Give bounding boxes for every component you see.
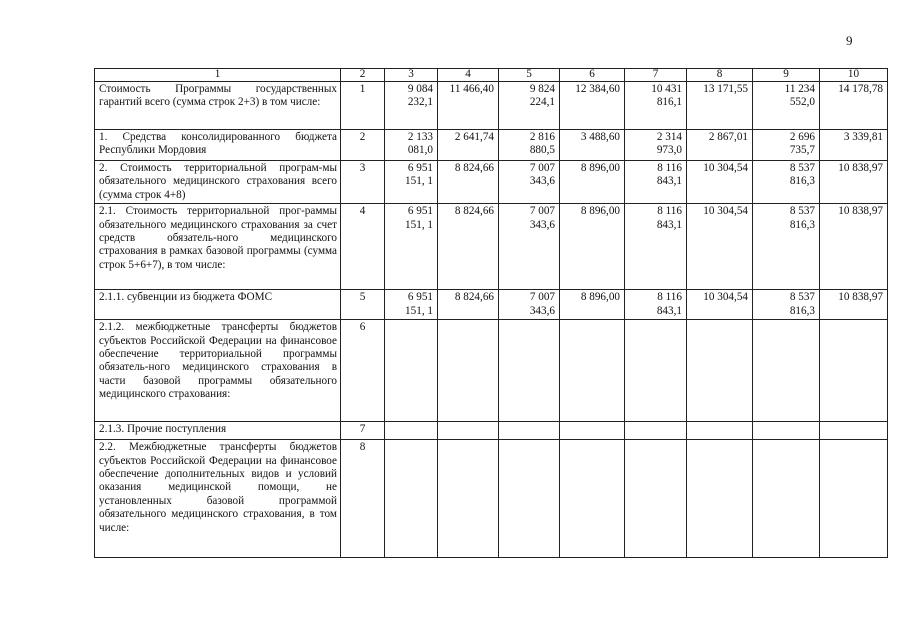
- table-cell: [625, 422, 687, 440]
- table-cell: 7 007 343,6: [499, 204, 560, 290]
- table-row: [95, 290, 888, 320]
- table-cell: 6 951 151, 1: [385, 204, 438, 290]
- row-number: 4: [341, 204, 385, 290]
- table-cell: [438, 440, 499, 558]
- table-cell: 6 951 151, 1: [385, 161, 438, 204]
- table-cell: 8 116 843,1: [625, 204, 687, 290]
- table-cell: 8 116 843,1: [625, 290, 687, 320]
- table-cell: [820, 422, 888, 440]
- table-cell: 8 824,66: [438, 161, 499, 204]
- table-cell: 10 304,54: [687, 204, 753, 290]
- table-cell: [499, 422, 560, 440]
- table-cell: [560, 440, 625, 558]
- table-cell: 9 824 224,1: [499, 82, 560, 130]
- table-cell: [499, 320, 560, 422]
- table-cell: [385, 440, 438, 558]
- table-cell: 8 537 816,3: [753, 161, 820, 204]
- table-cell: 2 816 880,5: [499, 130, 560, 161]
- table-cell: [753, 422, 820, 440]
- table-cell: 8 537 816,3: [753, 290, 820, 320]
- table-cell: [753, 320, 820, 422]
- row-number: 6: [341, 320, 385, 422]
- table-cell: [625, 320, 687, 422]
- column-header: 10: [820, 69, 888, 82]
- table-cell: 8 537 816,3: [753, 204, 820, 290]
- table-row: [95, 82, 888, 130]
- table-row: [95, 161, 888, 204]
- page-number: 9: [846, 33, 853, 48]
- table-cell: 8 116 843,1: [625, 161, 687, 204]
- program-cost-table: [94, 68, 888, 558]
- column-header: 9: [753, 69, 820, 82]
- table-cell: [687, 320, 753, 422]
- table-cell: 7 007 343,6: [499, 161, 560, 204]
- table-cell: 8 824,66: [438, 204, 499, 290]
- table-cell: [385, 422, 438, 440]
- table-cell: [820, 440, 888, 558]
- table-cell: 13 171,55: [687, 82, 753, 130]
- table-cell: 3 488,60: [560, 130, 625, 161]
- table-cell: 10 838,97: [820, 161, 888, 204]
- table-cell: 2 696 735,7: [753, 130, 820, 161]
- table-cell: [385, 320, 438, 422]
- row-label: 2. Стоимость территориальной програм-мы обязательного медицинского страхования всего (сумма строк 4+8): [95, 161, 341, 204]
- table-cell: 10 304,54: [687, 161, 753, 204]
- table-cell: 2 314 973,0: [625, 130, 687, 161]
- table-cell: [625, 440, 687, 558]
- table-cell: 2 641,74: [438, 130, 499, 161]
- table-cell: 8 896,00: [560, 161, 625, 204]
- table-cell: [687, 422, 753, 440]
- table-cell: 2 867,01: [687, 130, 753, 161]
- row-label: 2.1. Стоимость территориальной прог-раммы обязательного медицинского страхования за счет средств обязатель-ного медицинского страхования в рамках базовой программы (сумма строк 5+6+7), в том числе:: [95, 204, 341, 290]
- table-cell: [560, 320, 625, 422]
- table-cell: [753, 440, 820, 558]
- column-number-row: [95, 69, 888, 82]
- row-label: 2.1.1. субвенции из бюджета ФОМС: [95, 290, 341, 320]
- table-row: [95, 440, 888, 558]
- table-cell: 7 007 343,6: [499, 290, 560, 320]
- table-cell: [438, 422, 499, 440]
- column-header: 1: [95, 69, 341, 82]
- table-cell: 10 304,54: [687, 290, 753, 320]
- column-header: 6: [560, 69, 625, 82]
- table-cell: 8 896,00: [560, 290, 625, 320]
- table-cell: 9 084 232,1: [385, 82, 438, 130]
- row-number: 7: [341, 422, 385, 440]
- table-cell: [499, 440, 560, 558]
- table-cell: 8 896,00: [560, 204, 625, 290]
- table-cell: [687, 440, 753, 558]
- column-header: 8: [687, 69, 753, 82]
- column-header: 3: [385, 69, 438, 82]
- row-label: 2.1.3. Прочие поступления: [95, 422, 341, 440]
- table-row: [95, 204, 888, 290]
- row-label: 2.2. Межбюджетные трансферты бюджетов субъектов Российской Федерации на финансовое обеспечение дополнительных видов и условий оказания медицинской помощи, не установленных базовой программой обязательного медицинского страхования, в том числе:: [95, 440, 341, 558]
- column-header: 5: [499, 69, 560, 82]
- row-number: 8: [341, 440, 385, 558]
- table-row: [95, 422, 888, 440]
- row-label: Стоимость Программы государственных гарантий всего (сумма строк 2+3) в том числе:: [95, 82, 341, 130]
- column-header: 2: [341, 69, 385, 82]
- column-header: 4: [438, 69, 499, 82]
- table-cell: 10 838,97: [820, 290, 888, 320]
- row-label: 2.1.2. межбюджетные трансферты бюджетов субъектов Российской Федерации на финансовое обеспечение территориальной программы обязатель-ного медицинского страхования в части базовой программы обязательного медицинского страхования:: [95, 320, 341, 422]
- table-cell: [820, 320, 888, 422]
- table-cell: 12 384,60: [560, 82, 625, 130]
- table-cell: [438, 320, 499, 422]
- table-cell: 11 466,40: [438, 82, 499, 130]
- table-cell: 2 133 081,0: [385, 130, 438, 161]
- column-header: 7: [625, 69, 687, 82]
- table-cell: 10 431 816,1: [625, 82, 687, 130]
- row-label: 1. Средства консолидированного бюджета Республики Мордовия: [95, 130, 341, 161]
- table-cell: 6 951 151, 1: [385, 290, 438, 320]
- row-number: 3: [341, 161, 385, 204]
- table-row: [95, 320, 888, 422]
- table-row: [95, 130, 888, 161]
- table-cell: 11 234 552,0: [753, 82, 820, 130]
- row-number: 2: [341, 130, 385, 161]
- row-number: 5: [341, 290, 385, 320]
- row-number: 1: [341, 82, 385, 130]
- table-cell: 10 838,97: [820, 204, 888, 290]
- table-cell: 3 339,81: [820, 130, 888, 161]
- table-cell: [560, 422, 625, 440]
- table-cell: 8 824,66: [438, 290, 499, 320]
- table-cell: 14 178,78: [820, 82, 888, 130]
